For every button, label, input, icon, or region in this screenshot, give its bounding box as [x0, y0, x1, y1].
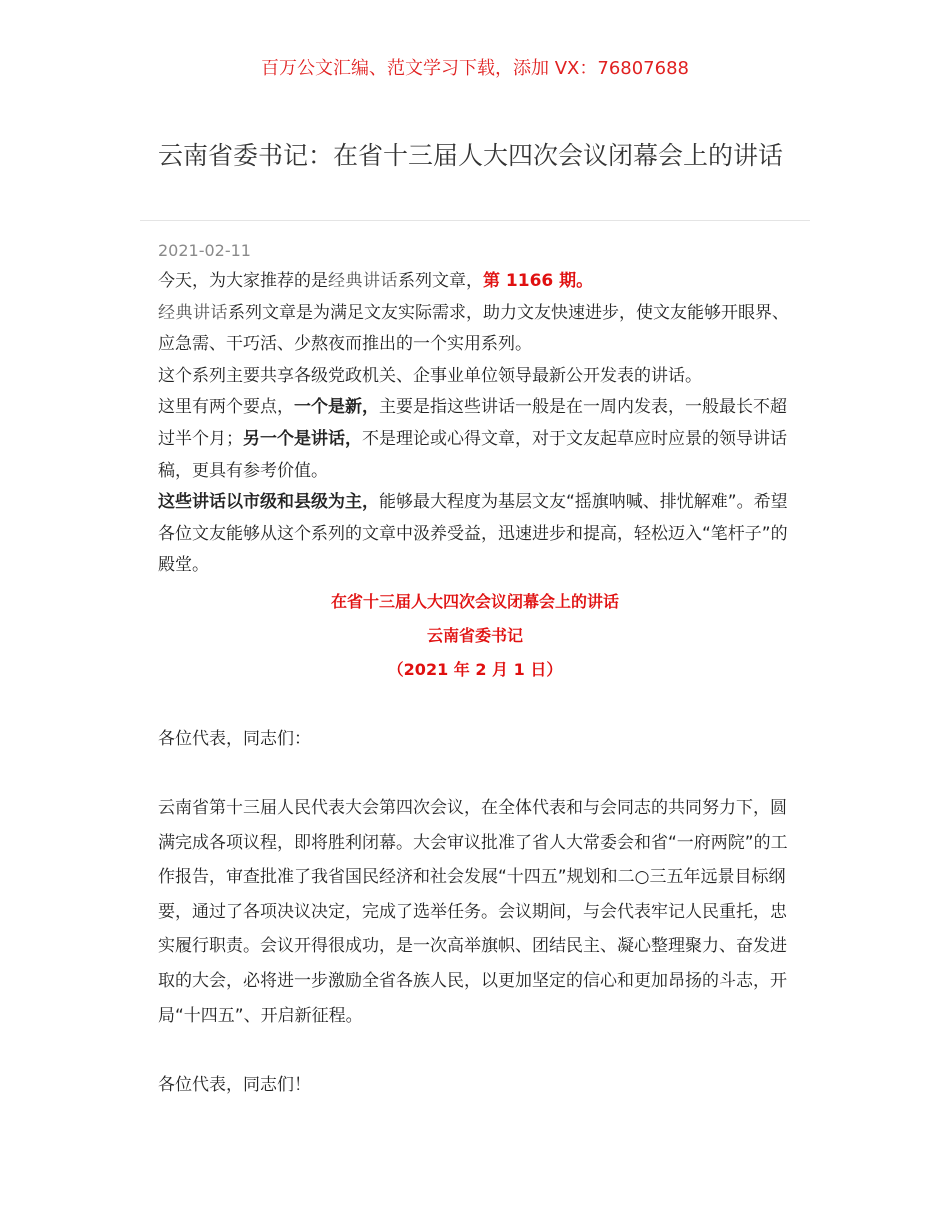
series-name: 经典讲话 — [158, 302, 228, 323]
intro-paragraph-5 — [158, 487, 798, 582]
intro-section — [158, 266, 798, 582]
intro-text: 主要是指这些讲话一般是在一周内发表，一般最长不超过半个月； — [158, 397, 787, 449]
speech-paragraph-1: 云南省第十三届人民代表大会第四次会议，在全体代表和与会同志的共同努力下，圆满完成各项议程，即将胜利闭幕。大会审议批准了省人大常委会和省“一府两院”的工作报告，审查批准了我省国民经济和社会发展“十四五”规划和二○三五年远景目标纲要，通过了各项决议决定，完成了选举任务。会议期间，与会代表牢记人民重托，忠实履行职责。会议开得很成功，是一次高举旗帜、团结民主、凝心整理聚力、奋发进取的大会，必将进一步激励全省各族人民，以更加坚定的信心和更加昂扬的斗志，开局“十四五”、开启新征程。 — [158, 798, 788, 1026]
issue-number: 第 1166 期。 — [483, 271, 594, 291]
intro-paragraph-4 — [158, 392, 798, 487]
key-point-level: 这些讲话以市级和县级为主， — [158, 492, 379, 513]
intro-paragraph-1 — [158, 266, 798, 298]
intro-paragraph-2 — [158, 298, 798, 361]
intro-text: 今天，为大家推荐的是 — [158, 271, 328, 291]
title-divider — [140, 220, 810, 221]
publish-date: 2021-02-11 — [158, 241, 251, 260]
intro-paragraph-3: 这个系列主要共享各级党政机关、企事业单位领导最新公开发表的讲话。 — [158, 365, 702, 386]
article-title: 云南省委书记：在省十三届人大四次会议闭幕会上的讲话 — [158, 141, 784, 170]
intro-text: 不是理论或心得文章，对于文友起草应时应景的领导讲话稿，更具有参考价值。 — [158, 428, 787, 481]
intro-text: 系列文章， — [398, 271, 483, 291]
speech-title: 在省十三届人大四次会议闭幕会上的讲话 — [330, 592, 619, 611]
series-name: 经典讲话 — [328, 271, 398, 291]
intro-text: 系列文章是为满足文友实际需求，助力文友快速进步，使文友能够开眼界、应急需、干巧活、少熬夜而推出的一个实用系列。 — [158, 302, 789, 355]
intro-text: 这里有两个要点， — [158, 397, 294, 418]
speech-speaker: 云南省委书记 — [426, 626, 523, 645]
key-point-speech: 另一个是讲话， — [243, 428, 362, 449]
greeting-1: 各位代表，同志们： — [158, 729, 311, 749]
greeting-2: 各位代表，同志们！ — [158, 1075, 311, 1095]
intro-text: 能够最大程度为基层文友“摇旗呐喊、排忧解难”。希望各位文友能够从这个系列的文章中汲养受益，迅速进步和提高，轻松迈入“笔杆子”的殿堂。 — [158, 492, 788, 576]
promo-banner: 百万公文汇编、范文学习下载，添加 VX：76807688 — [261, 58, 689, 79]
key-point-new: 一个是新， — [294, 397, 379, 418]
speech-date: （2021 年 2 月 1 日） — [387, 660, 563, 679]
